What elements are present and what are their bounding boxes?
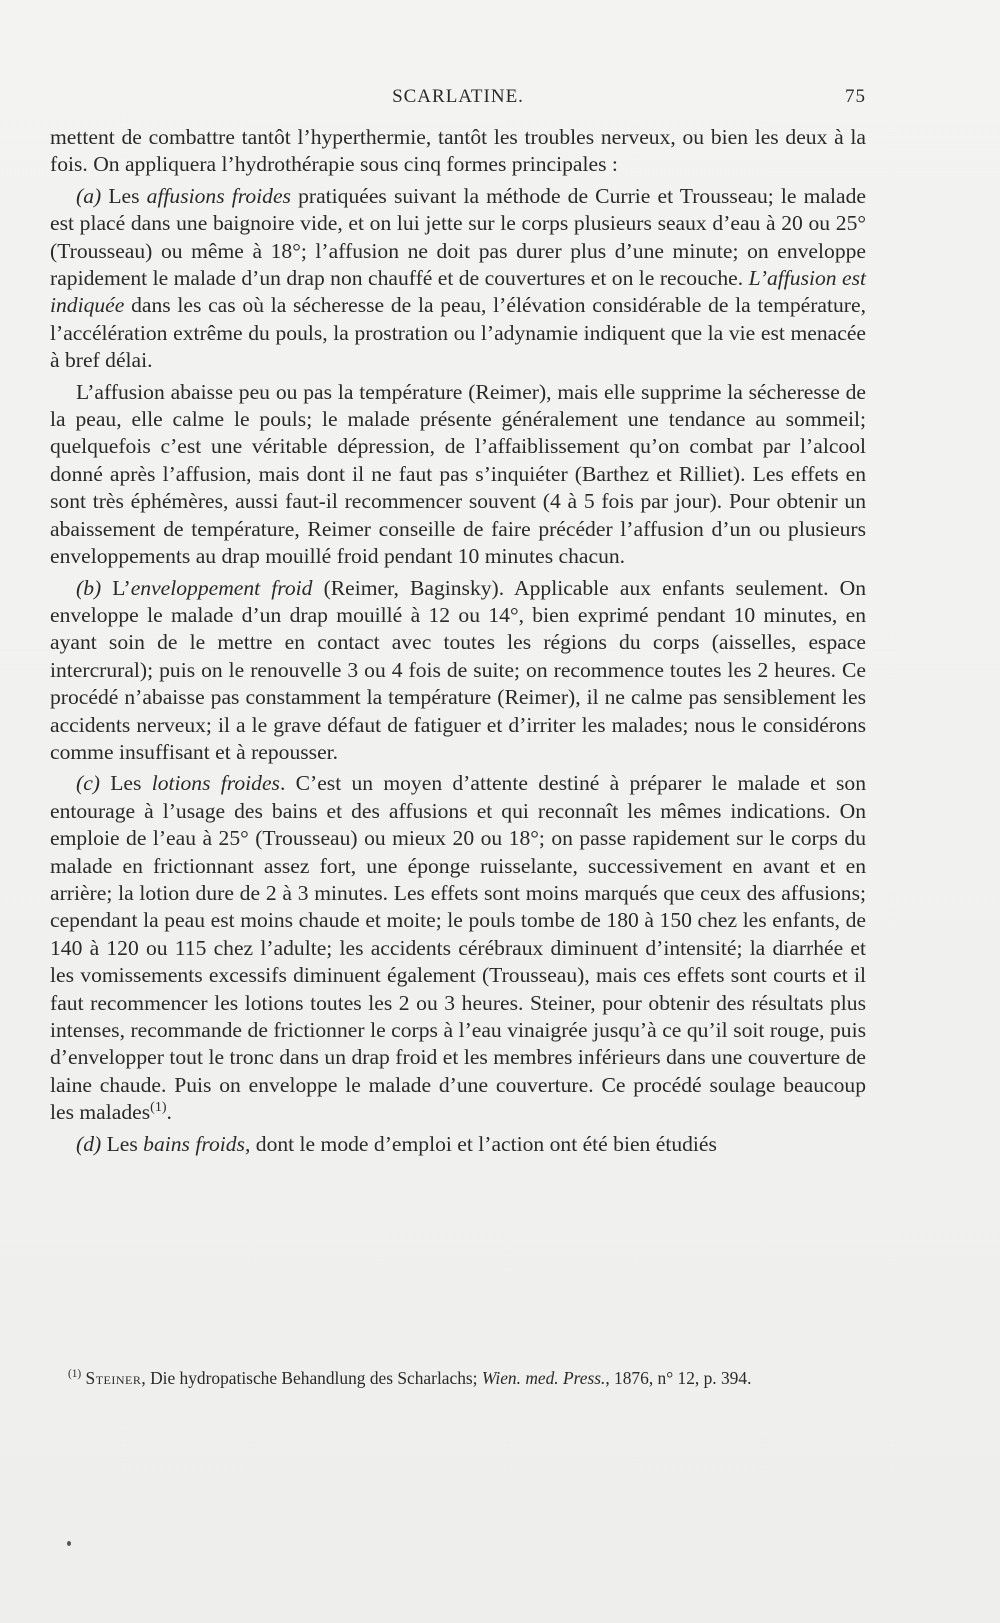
paragraph-text: , dont le mode d’emploi et l’action ont été bien étudiés: [244, 1131, 717, 1156]
body-text: [50, 124, 866, 1158]
list-marker-b: (b): [76, 575, 102, 600]
paragraph-lotions: [50, 770, 866, 1126]
paragraph-intro: [50, 124, 866, 179]
term-affusions-froides: affusions froides: [146, 183, 291, 208]
list-marker-c: (c): [76, 771, 100, 796]
footnote-citation: , 1876, n° 12, p. 394.: [605, 1368, 752, 1388]
paragraph-text-tail: dans les cas où la sécheresse de la peau, l’élévation considérable de la température, l’accélération extrême du pouls, la prostration ou l’adynamie indiquent que la vie est menacée à bref délai.: [50, 293, 866, 373]
emphasis-affusion-indiquee: L’affusion est indiquée: [50, 266, 867, 318]
term-enveloppement-froid: enveloppement froid: [130, 575, 313, 600]
running-title: SCARLATINE.: [392, 86, 524, 107]
footnote-author: Steiner: [85, 1368, 142, 1388]
term-lotions-froides: lotions froides: [151, 771, 280, 796]
paragraph-text: (Reimer, Baginsky). Applicable aux enfants seulement. On enveloppe le malade d’un drap mouillé à 12 ou 14°, bien exprimé pendant 10 minutes, en ayant soin de le mettre en contact avec toutes les régions du corps (aisselles, espace intercrural); puis on le renouvelle 3 ou 4 fois de suite; on recommence toutes les 2 heures. Ce procédé n’abaisse pas constamment la température (Reimer), il ne calme pas sensiblement les accidents nerveux; il a le grave défaut de fatiguer et d’irriter les malades; nous le considérons comme insuffisant et à repousser.: [50, 575, 867, 764]
footnote-text: , Die hydropatische Behandlung des Scharlachs;: [141, 1368, 482, 1388]
footnote: [50, 1366, 866, 1390]
paragraph-end: .: [166, 1100, 172, 1125]
paragraph-lead: Les: [101, 183, 147, 208]
paragraph-text: pratiquées suivant la méthode de Currie et Trousseau; le malade est placé dans une baignoire vide, et on lui jette sur le corps plusieurs seaux d’eau à 20 ou 25° (Trousseau) ou même à 18°; l’affusion ne doit pas durer plus d’une minute; on enveloppe rapidement le malade d’un drap non chauffé et de couvertures et on le recouche.: [50, 183, 866, 291]
footnote-reference[interactable]: (1): [150, 1099, 167, 1116]
footnote-journal: Wien. med. Press.: [481, 1368, 606, 1388]
list-marker-d: (d): [76, 1131, 102, 1156]
paragraph-bains: [50, 1131, 866, 1158]
paragraph-lead: L’: [101, 575, 131, 600]
running-head: [50, 86, 866, 116]
paragraph-affusion-effects: [50, 379, 866, 571]
paragraph-text: . C’est un moyen d’attente destiné à préparer le malade et son entourage à l’usage des bains et des affusions et qui reconnaît les mêmes indications. On emploie de l’eau à 25° (Trousseau) ou mieux 20 ou 18°; on passe rapidement sur le corps du malade en frictionnant assez fort, une éponge ruisselante, successivement en avant et en arrière; la lotion dure de 2 à 3 minutes. Les effets sont moins marqués que ceux des affusions; cependant la peau est moins chaude et moite; le pouls tombe de 180 à 150 chez les enfants, de 140 à 120 ou 115 chez l’adulte; les accidents cérébraux diminuent d’intensité; la diarrhée et les vomissements excessifs diminuent également (Trousseau), mais ces effets sont courts et il faut recommencer les lotions toutes les 2 ou 3 heures. Steiner, pour obtenir des résultats plus intenses, recommande de frictionner le corps à l’eau vinaigrée jusqu’à ce qu’il soit rouge, puis d’envelopper tout le tronc dans un drap froid et les membres inférieurs dans une couverture de laine chaude. Puis on enveloppe le malade d’une couverture. Ce procédé soulage beaucoup les malades: [50, 771, 866, 1125]
list-marker-a: (a): [76, 183, 102, 208]
page-number: 75: [845, 86, 866, 107]
footnote-number: (1): [68, 1368, 82, 1381]
paragraph-enveloppement: [50, 575, 866, 767]
print-speck: [67, 1541, 71, 1546]
paragraph-text: L’affusion abaisse peu ou pas la température (Reimer), mais elle supprime la sécheresse de la peau, elle calme le pouls; le malade présente généralement une tendance au sommeil; quelquefois c’est une véritable dépression, de l’affaiblissement qu’on combat par l’alcool donné après l’affusion, mais dont il ne faut pas s’inquiéter (Barthez et Rilliet). Les effets en sont très éphémères, aussi faut-il recommencer souvent (4 à 5 fois par jour). Pour obtenir un abaissement de température, Reimer conseille de faire précéder l’affusion d’un ou plusieurs enveloppements au drap mouillé froid pendant 10 minutes chacun.: [50, 379, 866, 569]
paragraph-text: mettent de combattre tantôt l’hyperthermie, tantôt les troubles nerveux, ou bien les deux à la fois. On appliquera l’hydrothérapie sous cinq formes principales :: [50, 125, 866, 177]
paragraph-affusions: [50, 183, 866, 375]
term-bains-froids: bains froids: [143, 1131, 245, 1156]
paragraph-lead: Les: [101, 1131, 144, 1156]
paragraph-lead: Les: [99, 771, 152, 796]
